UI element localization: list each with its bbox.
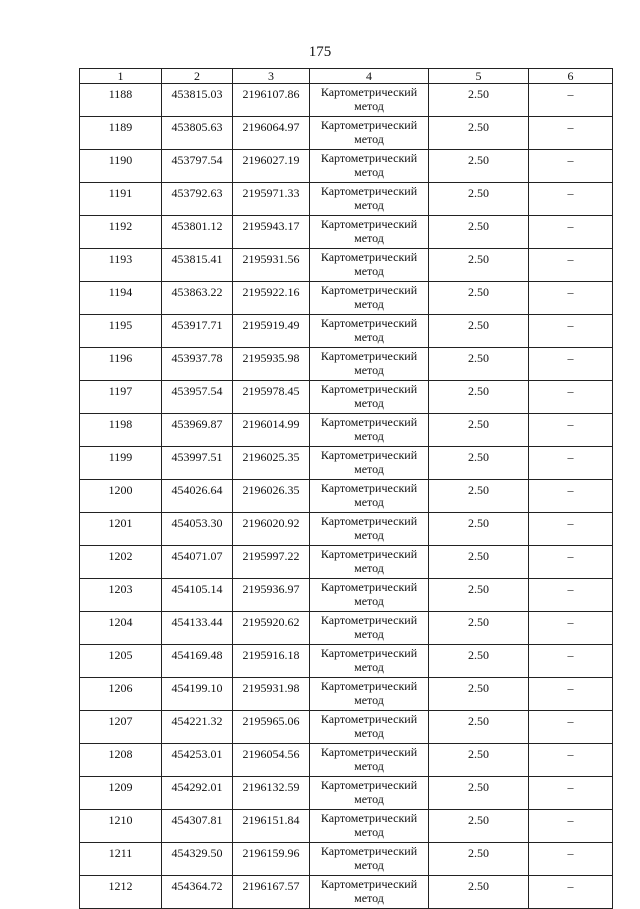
column-6-cell: – bbox=[529, 414, 613, 447]
point-number-cell: 1211 bbox=[80, 843, 162, 876]
method-cell: Картометрический метод bbox=[310, 645, 429, 678]
accuracy-cell: 2.50 bbox=[429, 117, 529, 150]
column-header: 5 bbox=[429, 69, 529, 84]
column-6-cell: – bbox=[529, 480, 613, 513]
column-header: 2 bbox=[162, 69, 233, 84]
method-cell: Картометрический метод bbox=[310, 744, 429, 777]
coordinates-table bbox=[79, 68, 613, 909]
method-cell: Картометрический метод bbox=[310, 876, 429, 909]
y-coordinate-cell: 2195920.62 bbox=[233, 612, 310, 645]
point-number-cell: 1202 bbox=[80, 546, 162, 579]
table-row bbox=[80, 480, 613, 513]
point-number-cell: 1190 bbox=[80, 150, 162, 183]
x-coordinate-cell: 453815.41 bbox=[162, 249, 233, 282]
method-cell: Картометрический метод bbox=[310, 414, 429, 447]
x-coordinate-cell: 453917.71 bbox=[162, 315, 233, 348]
table-row bbox=[80, 843, 613, 876]
point-number-cell: 1192 bbox=[80, 216, 162, 249]
table-body bbox=[80, 84, 613, 909]
column-6-cell: – bbox=[529, 645, 613, 678]
x-coordinate-cell: 454253.01 bbox=[162, 744, 233, 777]
column-6-cell: – bbox=[529, 579, 613, 612]
point-number-cell: 1201 bbox=[80, 513, 162, 546]
column-6-cell: – bbox=[529, 843, 613, 876]
method-cell: Картометрический метод bbox=[310, 282, 429, 315]
table-row bbox=[80, 777, 613, 810]
method-cell: Картометрический метод bbox=[310, 546, 429, 579]
point-number-cell: 1209 bbox=[80, 777, 162, 810]
accuracy-cell: 2.50 bbox=[429, 810, 529, 843]
table-row bbox=[80, 546, 613, 579]
y-coordinate-cell: 2196027.19 bbox=[233, 150, 310, 183]
x-coordinate-cell: 454169.48 bbox=[162, 645, 233, 678]
method-cell: Картометрический метод bbox=[310, 843, 429, 876]
method-cell: Картометрический метод bbox=[310, 84, 429, 117]
table-row bbox=[80, 678, 613, 711]
method-cell: Картометрический метод bbox=[310, 579, 429, 612]
column-6-cell: – bbox=[529, 876, 613, 909]
method-cell: Картометрический метод bbox=[310, 150, 429, 183]
point-number-cell: 1205 bbox=[80, 645, 162, 678]
column-header: 3 bbox=[233, 69, 310, 84]
point-number-cell: 1204 bbox=[80, 612, 162, 645]
y-coordinate-cell: 2196025.35 bbox=[233, 447, 310, 480]
table-row bbox=[80, 513, 613, 546]
accuracy-cell: 2.50 bbox=[429, 150, 529, 183]
y-coordinate-cell: 2195922.16 bbox=[233, 282, 310, 315]
accuracy-cell: 2.50 bbox=[429, 579, 529, 612]
method-cell: Картометрический метод bbox=[310, 183, 429, 216]
column-6-cell: – bbox=[529, 513, 613, 546]
y-coordinate-cell: 2195931.56 bbox=[233, 249, 310, 282]
column-6-cell: – bbox=[529, 612, 613, 645]
point-number-cell: 1200 bbox=[80, 480, 162, 513]
point-number-cell: 1189 bbox=[80, 117, 162, 150]
column-header: 6 bbox=[529, 69, 613, 84]
x-coordinate-cell: 453957.54 bbox=[162, 381, 233, 414]
y-coordinate-cell: 2196026.35 bbox=[233, 480, 310, 513]
x-coordinate-cell: 453797.54 bbox=[162, 150, 233, 183]
point-number-cell: 1212 bbox=[80, 876, 162, 909]
column-6-cell: – bbox=[529, 381, 613, 414]
point-number-cell: 1208 bbox=[80, 744, 162, 777]
point-number-cell: 1194 bbox=[80, 282, 162, 315]
x-coordinate-cell: 454307.81 bbox=[162, 810, 233, 843]
y-coordinate-cell: 2195943.17 bbox=[233, 216, 310, 249]
point-number-cell: 1196 bbox=[80, 348, 162, 381]
method-cell: Картометрический метод bbox=[310, 513, 429, 546]
x-coordinate-cell: 454199.10 bbox=[162, 678, 233, 711]
table-row bbox=[80, 612, 613, 645]
accuracy-cell: 2.50 bbox=[429, 711, 529, 744]
table-row bbox=[80, 216, 613, 249]
y-coordinate-cell: 2196151.84 bbox=[233, 810, 310, 843]
column-6-cell: – bbox=[529, 282, 613, 315]
column-6-cell: – bbox=[529, 183, 613, 216]
method-cell: Картометрический метод bbox=[310, 447, 429, 480]
y-coordinate-cell: 2195931.98 bbox=[233, 678, 310, 711]
x-coordinate-cell: 454071.07 bbox=[162, 546, 233, 579]
column-6-cell: – bbox=[529, 777, 613, 810]
x-coordinate-cell: 453801.12 bbox=[162, 216, 233, 249]
point-number-cell: 1199 bbox=[80, 447, 162, 480]
point-number-cell: 1210 bbox=[80, 810, 162, 843]
x-coordinate-cell: 453937.78 bbox=[162, 348, 233, 381]
column-6-cell: – bbox=[529, 84, 613, 117]
x-coordinate-cell: 453863.22 bbox=[162, 282, 233, 315]
page-number: 175 bbox=[308, 44, 332, 60]
x-coordinate-cell: 454221.32 bbox=[162, 711, 233, 744]
y-coordinate-cell: 2195971.33 bbox=[233, 183, 310, 216]
table-header-row bbox=[80, 69, 613, 84]
column-6-cell: – bbox=[529, 249, 613, 282]
accuracy-cell: 2.50 bbox=[429, 744, 529, 777]
accuracy-cell: 2.50 bbox=[429, 777, 529, 810]
accuracy-cell: 2.50 bbox=[429, 381, 529, 414]
x-coordinate-cell: 454292.01 bbox=[162, 777, 233, 810]
table-row bbox=[80, 645, 613, 678]
point-number-cell: 1191 bbox=[80, 183, 162, 216]
x-coordinate-cell: 454105.14 bbox=[162, 579, 233, 612]
column-6-cell: – bbox=[529, 744, 613, 777]
y-coordinate-cell: 2196054.56 bbox=[233, 744, 310, 777]
accuracy-cell: 2.50 bbox=[429, 183, 529, 216]
table-row bbox=[80, 348, 613, 381]
accuracy-cell: 2.50 bbox=[429, 645, 529, 678]
method-cell: Картометрический метод bbox=[310, 810, 429, 843]
method-cell: Картометрический метод bbox=[310, 117, 429, 150]
x-coordinate-cell: 454133.44 bbox=[162, 612, 233, 645]
accuracy-cell: 2.50 bbox=[429, 876, 529, 909]
method-cell: Картометрический метод bbox=[310, 777, 429, 810]
point-number-cell: 1195 bbox=[80, 315, 162, 348]
column-6-cell: – bbox=[529, 348, 613, 381]
point-number-cell: 1203 bbox=[80, 579, 162, 612]
x-coordinate-cell: 453969.87 bbox=[162, 414, 233, 447]
y-coordinate-cell: 2196014.99 bbox=[233, 414, 310, 447]
x-coordinate-cell: 454026.64 bbox=[162, 480, 233, 513]
y-coordinate-cell: 2195919.49 bbox=[233, 315, 310, 348]
method-cell: Картометрический метод bbox=[310, 216, 429, 249]
y-coordinate-cell: 2195978.45 bbox=[233, 381, 310, 414]
x-coordinate-cell: 454364.72 bbox=[162, 876, 233, 909]
accuracy-cell: 2.50 bbox=[429, 546, 529, 579]
accuracy-cell: 2.50 bbox=[429, 480, 529, 513]
accuracy-cell: 2.50 bbox=[429, 447, 529, 480]
y-coordinate-cell: 2196167.57 bbox=[233, 876, 310, 909]
x-coordinate-cell: 454053.30 bbox=[162, 513, 233, 546]
y-coordinate-cell: 2196159.96 bbox=[233, 843, 310, 876]
point-number-cell: 1206 bbox=[80, 678, 162, 711]
method-cell: Картометрический метод bbox=[310, 315, 429, 348]
x-coordinate-cell: 453815.03 bbox=[162, 84, 233, 117]
y-coordinate-cell: 2195935.98 bbox=[233, 348, 310, 381]
column-6-cell: – bbox=[529, 150, 613, 183]
table-row bbox=[80, 381, 613, 414]
table-row bbox=[80, 249, 613, 282]
accuracy-cell: 2.50 bbox=[429, 348, 529, 381]
table-row bbox=[80, 744, 613, 777]
method-cell: Картометрический метод bbox=[310, 348, 429, 381]
table-row bbox=[80, 183, 613, 216]
table-row bbox=[80, 150, 613, 183]
x-coordinate-cell: 454329.50 bbox=[162, 843, 233, 876]
column-6-cell: – bbox=[529, 315, 613, 348]
table-row bbox=[80, 579, 613, 612]
accuracy-cell: 2.50 bbox=[429, 84, 529, 117]
accuracy-cell: 2.50 bbox=[429, 216, 529, 249]
point-number-cell: 1193 bbox=[80, 249, 162, 282]
column-header: 1 bbox=[80, 69, 162, 84]
y-coordinate-cell: 2195936.97 bbox=[233, 579, 310, 612]
column-6-cell: – bbox=[529, 546, 613, 579]
table-row bbox=[80, 315, 613, 348]
table-row bbox=[80, 810, 613, 843]
y-coordinate-cell: 2195916.18 bbox=[233, 645, 310, 678]
y-coordinate-cell: 2196132.59 bbox=[233, 777, 310, 810]
y-coordinate-cell: 2195997.22 bbox=[233, 546, 310, 579]
method-cell: Картометрический метод bbox=[310, 381, 429, 414]
table-row bbox=[80, 447, 613, 480]
x-coordinate-cell: 453997.51 bbox=[162, 447, 233, 480]
column-header: 4 bbox=[310, 69, 429, 84]
accuracy-cell: 2.50 bbox=[429, 513, 529, 546]
table-row bbox=[80, 414, 613, 447]
method-cell: Картометрический метод bbox=[310, 678, 429, 711]
table-row bbox=[80, 711, 613, 744]
column-6-cell: – bbox=[529, 447, 613, 480]
method-cell: Картометрический метод bbox=[310, 612, 429, 645]
method-cell: Картометрический метод bbox=[310, 480, 429, 513]
column-6-cell: – bbox=[529, 810, 613, 843]
table-row bbox=[80, 117, 613, 150]
column-6-cell: – bbox=[529, 678, 613, 711]
accuracy-cell: 2.50 bbox=[429, 315, 529, 348]
table-row bbox=[80, 876, 613, 909]
y-coordinate-cell: 2196020.92 bbox=[233, 513, 310, 546]
accuracy-cell: 2.50 bbox=[429, 612, 529, 645]
accuracy-cell: 2.50 bbox=[429, 678, 529, 711]
x-coordinate-cell: 453805.63 bbox=[162, 117, 233, 150]
point-number-cell: 1197 bbox=[80, 381, 162, 414]
column-6-cell: – bbox=[529, 117, 613, 150]
y-coordinate-cell: 2196064.97 bbox=[233, 117, 310, 150]
accuracy-cell: 2.50 bbox=[429, 414, 529, 447]
y-coordinate-cell: 2195965.06 bbox=[233, 711, 310, 744]
column-6-cell: – bbox=[529, 216, 613, 249]
table-row bbox=[80, 282, 613, 315]
table-row bbox=[80, 84, 613, 117]
point-number-cell: 1207 bbox=[80, 711, 162, 744]
accuracy-cell: 2.50 bbox=[429, 249, 529, 282]
accuracy-cell: 2.50 bbox=[429, 843, 529, 876]
y-coordinate-cell: 2196107.86 bbox=[233, 84, 310, 117]
point-number-cell: 1188 bbox=[80, 84, 162, 117]
column-6-cell: – bbox=[529, 711, 613, 744]
x-coordinate-cell: 453792.63 bbox=[162, 183, 233, 216]
accuracy-cell: 2.50 bbox=[429, 282, 529, 315]
method-cell: Картометрический метод bbox=[310, 711, 429, 744]
method-cell: Картометрический метод bbox=[310, 249, 429, 282]
point-number-cell: 1198 bbox=[80, 414, 162, 447]
